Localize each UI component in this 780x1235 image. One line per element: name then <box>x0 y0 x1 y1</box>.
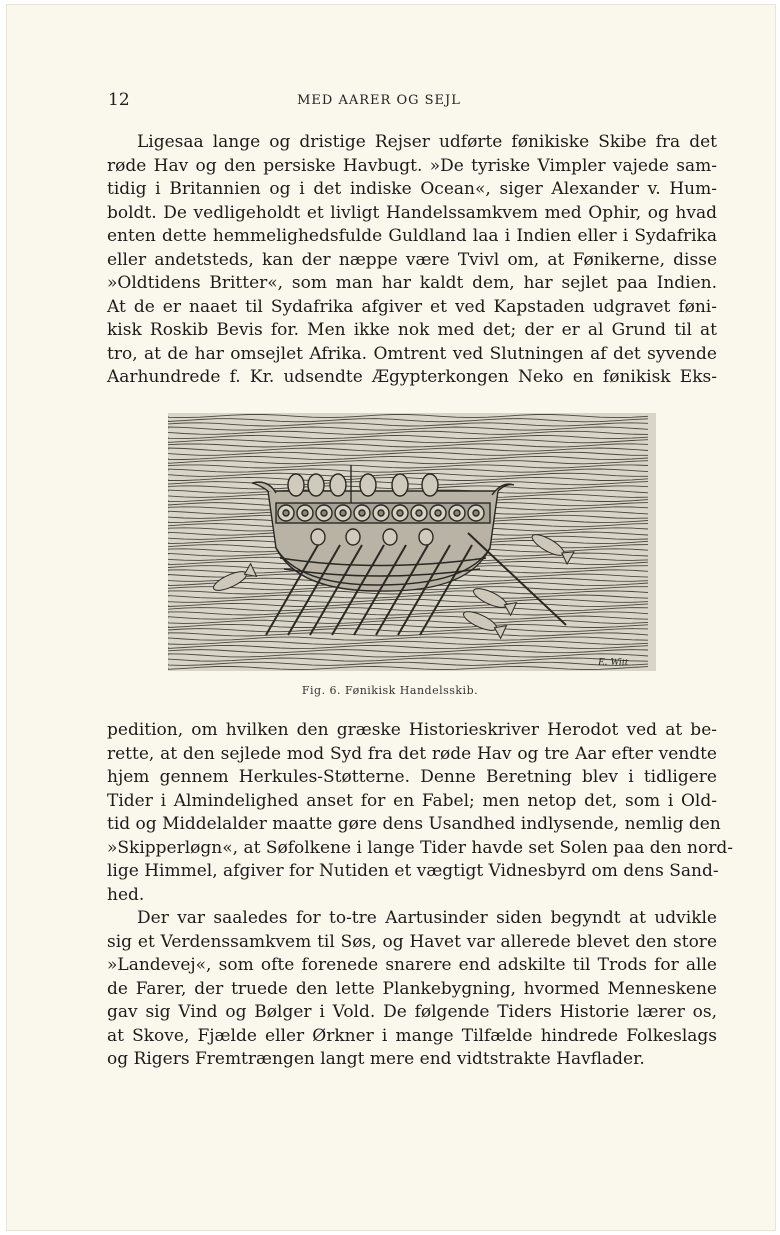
text-line: enten dette hemmelighedsfulde Guldland laa i Indien eller i Sydafrika <box>107 226 717 246</box>
text-line: At de er naaet til Sydafrika afgiver et ved Kapstaden udgravet føni- <box>107 296 717 317</box>
rower-head <box>419 529 433 545</box>
text-line: at Skove, Fjælde eller Ørkner i mange Tilfælde hindrede Folkeslags <box>107 1025 717 1046</box>
text-line: pedition, om hvilken den græske Historieskriver Herodot ved at be- <box>107 720 717 740</box>
rower-head <box>311 529 325 545</box>
text-line: gav sig Vind og Bølger i Vold. De følgende Tiders Historie lærer os, <box>107 1002 717 1022</box>
text-line: røde Hav og den persiske Havbugt. »De tyriske Vimpler vajede sam- <box>107 155 717 176</box>
running-head: MED AARER OG SEJL <box>297 93 461 108</box>
text-line: sig et Verdenssamkvem til Søs, og Havet var allerede blevet den store <box>107 931 717 952</box>
crew-head <box>288 474 304 496</box>
text-line: boldt. De vedligeholdt et livligt Handelssamkvem med Ophir, og hvad <box>107 202 717 223</box>
text-line: Tider i Almindelighed anset for en Fabel; men netop det, som i Old- <box>107 790 717 811</box>
text-line: »Skipperløgn«, at Søfolkene i lange Tider havde set Solen paa den nord- <box>107 837 733 858</box>
stern-post <box>252 482 276 493</box>
text-line: eller andetsteds, kan der næppe være Tvivl om, at Fønikerne, disse <box>107 249 717 270</box>
text-line: de Farer, der truede den lette Plankebygning, hvormed Menneskene <box>107 978 717 999</box>
crew-head <box>308 474 324 496</box>
rower-head <box>346 529 360 545</box>
fish-figure <box>211 564 257 595</box>
text-line: hjem gennem Herkules-Støtterne. Denne Beretning blev i tidligere <box>107 767 717 787</box>
text-line: tidig i Britannien og i det indiske Ocean«, siger Alexander v. Hum- <box>107 179 717 199</box>
text-line: og Rigers Fremtrængen langt mere end vidtstrakte Havflader. <box>107 1049 645 1069</box>
crew-head <box>392 474 408 496</box>
text-line: kisk Roskib Bevis for. Men ikke nok med det; der er al Grund til at <box>107 320 717 340</box>
rower-head <box>383 529 397 545</box>
text-line: tid og Middelalder maatte gøre dens Usandhed indlysende, nemlig den <box>107 814 721 834</box>
ship-illustration <box>168 413 656 671</box>
text-line: tro, at de har omsejlet Afrika. Omtrent ved Slutningen af det syvende <box>107 343 717 364</box>
text-line: Der var saaledes for to-tre Aartusinder siden begyndt at udvikle <box>137 908 717 928</box>
text-line: Aarhundrede f. Kr. udsendte Ægypterkongen Neko en fønikisk Eks- <box>107 367 717 387</box>
text-line: Ligesaa lange og dristige Rejser udførte fønikiske Skibe fra det <box>137 132 717 152</box>
phoenician-ship <box>252 465 566 635</box>
paragraph-3 <box>107 907 717 1072</box>
text-line: rette, at den sejlede mod Syd fra det røde Hav og tre Aar efter vendte <box>107 743 717 764</box>
crew-head <box>422 474 438 496</box>
crew-head <box>330 474 346 496</box>
text-line: lige Himmel, afgiver for Nutiden et vægtigt Vidnesbyrd om dens Sand- <box>107 861 719 881</box>
text-line: hed. <box>107 884 145 905</box>
paragraph-1 <box>107 131 717 390</box>
fish-figure <box>471 584 517 615</box>
crew-head <box>360 474 376 496</box>
page-number: 12 <box>108 90 130 110</box>
shields <box>278 505 484 521</box>
text-line: »Landevej«, som ofte forenede snarere end adskilte til Trods for alle <box>107 955 717 975</box>
figure-caption: Fig. 6. Fønikisk Handelsskib. <box>301 684 479 697</box>
artist-signature: E. Witt <box>598 656 628 668</box>
paragraph-2 <box>107 719 733 907</box>
fish-figure <box>529 530 574 564</box>
text-line: »Oldtidens Britter«, som man har kaldt dem, har sejlet paa Indien. <box>107 273 717 293</box>
